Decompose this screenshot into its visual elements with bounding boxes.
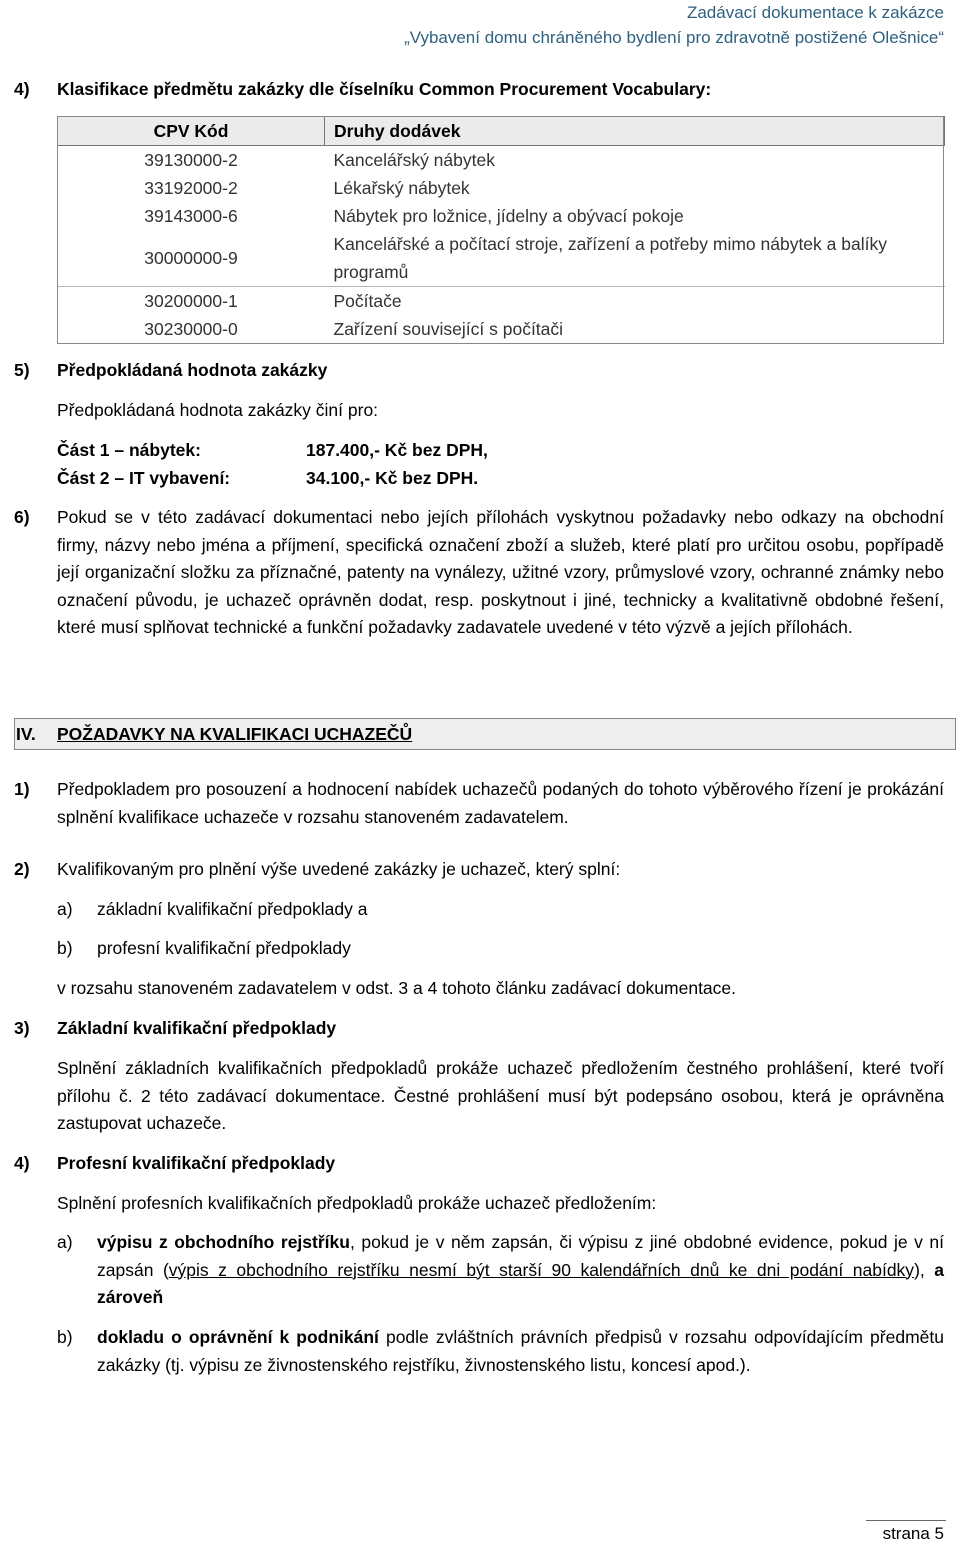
cpv-code: 30000000-9 (144, 247, 238, 268)
part2-label: Část 2 – IT vybavení: (57, 468, 231, 488)
s4-number: 4) (14, 79, 30, 99)
table-row (58, 315, 945, 343)
supply-type: Nábytek pro ložnice, jídelny a obývací pokoje (333, 206, 684, 226)
iv2-b-text: profesní kvalifikační předpoklady (97, 938, 351, 958)
iv2-a-label: a) (57, 899, 73, 919)
cpv-code: 39143000-6 (144, 205, 238, 226)
iv4-a-after: ), (914, 1259, 935, 1280)
supply-type: Lékařský nábytek (333, 178, 470, 198)
iv3-number: 3) (14, 1018, 30, 1038)
header-title: Zadávací dokumentace k zakázce (686, 3, 944, 22)
supply-type: Zařízení související s počítači (333, 319, 564, 339)
iv4-b-bold: dokladu o oprávnění k podnikání (97, 1327, 379, 1347)
table-header-cell: CPV Kód (58, 117, 325, 146)
cpv-code: 33192000-2 (144, 177, 238, 198)
supply-type: Kancelářský nábytek (333, 150, 495, 170)
part1-label: Část 1 – nábytek: (57, 440, 201, 460)
document-header (404, 0, 944, 50)
table-header-row (58, 117, 945, 146)
section-iv-title: POŽADAVKY NA KVALIFIKACI UCHAZEČŮ (57, 724, 413, 744)
iv2-b-label: b) (57, 938, 73, 958)
table-row (58, 230, 945, 287)
table-row (58, 287, 945, 316)
supply-type: Počítače (325, 287, 945, 316)
s4-title: Klasifikace předmětu zakázky dle číselníku Common Procurement Vocabulary: (57, 79, 712, 99)
cpv-code: 30200000-1 (58, 287, 325, 316)
cpv-code: 39130000-2 (144, 149, 238, 170)
iv4-a-label: a) (57, 1232, 73, 1252)
iv4-b-paragraph (97, 1324, 944, 1379)
table-row (58, 202, 945, 230)
s6-text: Pokud se v této zadávací dokumentaci nebo jejích přílohách vyskytnou požadavky nebo odkazy na obchodní firmy, názvy nebo jména a příjmení, specifická označení zboží a služeb, které platí pro určitou osobu, popřípadě její organizační složku za příznačné, patenty na vynálezy, užitné vzory, průmyslové vzory, ochranné známky nebo označení původu, je uchazeč oprávněn dodat, resp. poskytnout i jiné, technicky a kvalitativně obdobné řešení, které musí splňovat technické a funkční požadavky zadavatele uvedené v této výzvě a jejích přílohách. (57, 507, 944, 637)
iv4-b-label: b) (57, 1327, 73, 1347)
iv4-title: Profesní kvalifikační předpoklady (57, 1153, 336, 1173)
iv2-closing: v rozsahu stanoveném zadavatelem v odst. 3 a 4 tohoto článku zadávací dokumentace. (57, 978, 737, 998)
iv4-intro: Splnění profesních kvalifikačních předpokladů prokáže uchazeč předložením: (57, 1193, 657, 1213)
cpv-code: 30230000-0 (144, 318, 238, 339)
s5-intro: Předpokládaná hodnota zakázky činí pro: (57, 400, 379, 420)
iv1-number: 1) (14, 779, 30, 799)
iv4-a-bold2: a zároveň (97, 1259, 944, 1307)
iv4-number: 4) (14, 1153, 30, 1173)
iv4-a-text: , pokud je v něm zapsán, či výpisu z jiné obdobné evidence, pokud je v ní zapsán ( (97, 1232, 945, 1280)
section-iv-number: IV. (16, 724, 36, 744)
iv1-text: Předpokladem pro posouzení a hodnocení nabídek uchazečů podaných do tohoto výběrového řízení je prokázání splnění kvalifikace uchazeče v rozsahu stanoveném zadavatelem. (57, 779, 944, 827)
s5-number: 5) (14, 360, 30, 380)
s5-title: Předpokládaná hodnota zakázky (57, 360, 328, 380)
cpv-table (57, 116, 945, 343)
iv4-a-paragraph (97, 1229, 944, 1312)
header-project-name: „Vybavení domu chráněného bydlení pro zdravotně postižené Olešnice“ (404, 28, 944, 47)
iv2-a-text: základní kvalifikační předpoklady a (97, 899, 368, 919)
iv3-title: Základní kvalifikační předpoklady (57, 1018, 337, 1038)
s6-number: 6) (14, 507, 30, 527)
table-row (58, 146, 945, 175)
table-row (58, 174, 945, 202)
iv4-a-bold: výpisu z obchodního rejstříku (97, 1232, 350, 1252)
supply-type: Kancelářské a počítací stroje, zařízení a potřeby mimo nábytek a balíky programů (333, 234, 887, 282)
part1-value: 187.400,- Kč bez DPH, (306, 440, 488, 460)
iv4-b-text: podle zvláštních právních předpisů v rozsahu odpovídajícím předmětu zakázky (tj. výpisu ze živnostenského rejstříku, živnostenského listu, koncesí apod.). (97, 1327, 944, 1375)
iv2-number: 2) (14, 859, 30, 879)
page-number: strana 5 (882, 1524, 944, 1543)
footer-rule (866, 1520, 946, 1521)
iv4-a-underline: výpis z obchodního rejstříku nesmí být starší 90 kalendářních dnů ke dni podání nabídky (168, 1259, 915, 1280)
part2-value: 34.100,- Kč bez DPH. (306, 468, 479, 488)
iv3-text: Splnění základních kvalifikačních předpokladů prokáže uchazeč předložením čestného prohlášení, které tvoří přílohu č. 2 této zadávací dokumentace. Čestné prohlášení musí být podepsáno osobou, která je oprávněna zastupovat uchazeče. (57, 1058, 944, 1133)
table-header-cell: Druhy dodávek (325, 117, 945, 146)
iv2-text: Kvalifikovaným pro plnění výše uvedené zakázky je uchazeč, který splní: (57, 859, 621, 879)
